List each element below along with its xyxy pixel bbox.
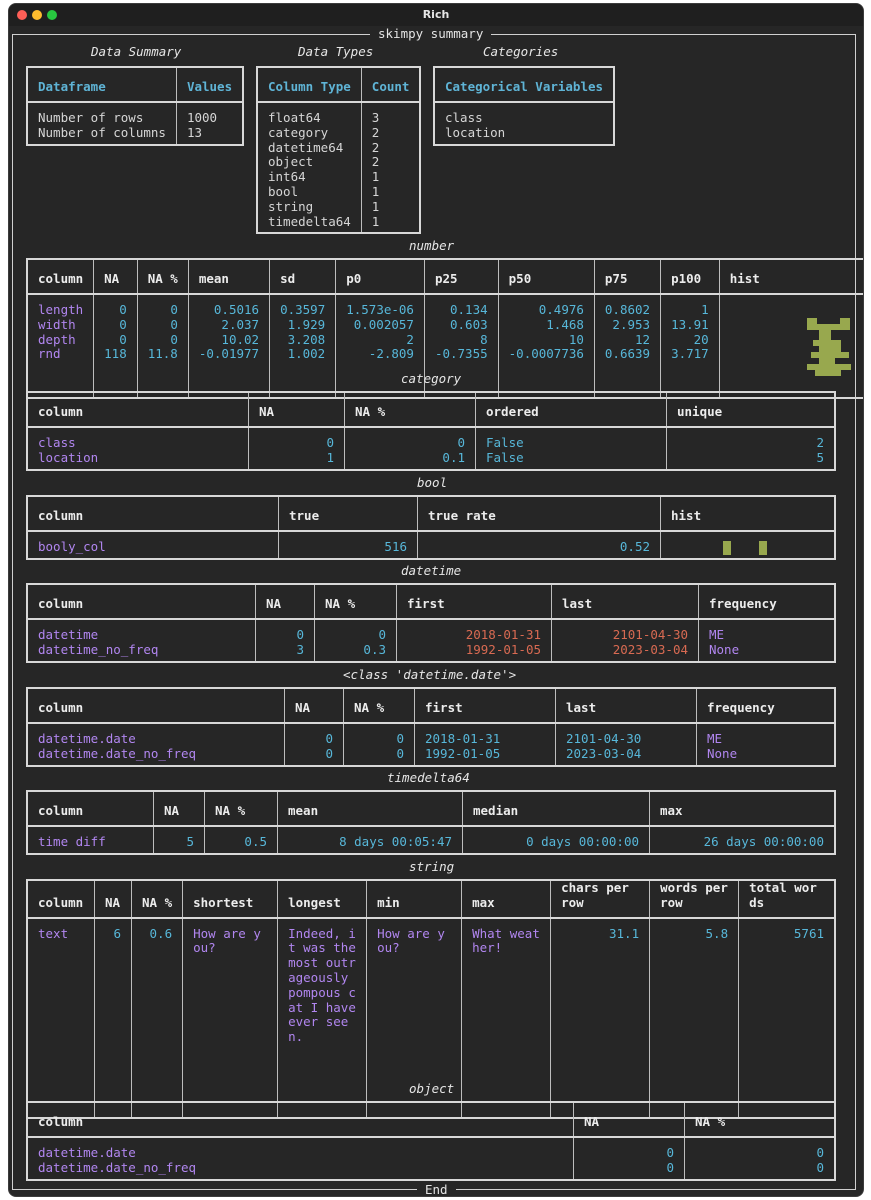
- col-header: last: [556, 688, 697, 723]
- date-table: [26, 687, 836, 767]
- timedelta-caption: timedelta64: [387, 770, 470, 785]
- col-header: NA %: [315, 584, 397, 619]
- col-header: Column Type: [257, 67, 361, 102]
- col-header: NA %: [685, 1102, 836, 1137]
- object-table: [26, 1101, 836, 1181]
- bool-hist: [661, 531, 836, 559]
- col-header: Count: [361, 67, 420, 102]
- col-header: column: [27, 392, 249, 427]
- col-header: true rate: [418, 496, 661, 531]
- category-table: [26, 391, 836, 471]
- col-header: column: [27, 791, 154, 826]
- summary-frame: [12, 26, 856, 1197]
- col-header: NA %: [132, 880, 183, 918]
- col-header: first: [415, 688, 556, 723]
- col-header: NA: [574, 1102, 685, 1137]
- col-header: total words: [739, 880, 835, 918]
- col-header: NA: [249, 392, 345, 427]
- col-header: max: [650, 791, 836, 826]
- col-header: hist: [661, 496, 836, 531]
- table-row: length width depth rnd 0 0 0 118 0 0 0 11.8 0.5016 2.037 10.02 -0.01977 0.3597 1.929 3.208 1.002 1.573e-06 0.002057 2 -2.809 0.134 0.603 8 -0.7355 0.4976 1.468 10 -0.0007736 0.8602 2.953 12 0.6639 1 13.91 20 3.717: [27, 294, 864, 398]
- col-header: min: [367, 880, 462, 918]
- col-header: longest: [278, 880, 367, 918]
- window-title: Rich: [422, 8, 450, 21]
- table-row: class location 0 1 0 0.1 False False 2 5: [27, 427, 835, 470]
- number-caption: number: [409, 238, 455, 253]
- col-header: first: [397, 584, 552, 619]
- string-caption: string: [409, 859, 455, 874]
- col-header: Values: [176, 67, 243, 102]
- col-header: mean: [278, 791, 463, 826]
- histogram-sparkline-icon: [805, 318, 853, 376]
- timedelta-table: [26, 790, 836, 855]
- col-header: column: [27, 496, 279, 531]
- data-types-caption: Data Types: [298, 44, 374, 59]
- col-header: NA: [285, 688, 344, 723]
- col-header: median: [463, 791, 650, 826]
- col-header: NA %: [137, 259, 188, 294]
- title-bar: [9, 4, 863, 26]
- data-summary-table: [26, 66, 244, 146]
- col-header: NA %: [205, 791, 278, 826]
- col-header: p25: [424, 259, 498, 294]
- col-header: NA: [256, 584, 315, 619]
- table-row: class location: [434, 102, 614, 145]
- false-bar-icon: [723, 541, 731, 555]
- col-header: true: [279, 496, 418, 531]
- frame-title: skimpy summary: [370, 27, 491, 41]
- col-header: NA %: [345, 392, 476, 427]
- true-bar-icon: [759, 541, 767, 555]
- col-header: p0: [336, 259, 425, 294]
- table-row: Number of rows Number of columns 1000 13: [27, 102, 243, 145]
- col-header: unique: [667, 392, 836, 427]
- table-row: datetime datetime_no_freq 0 3 0 0.3 2018-01-31 1992-01-05 2101-04-30 2023-03-04 ME None: [27, 619, 835, 662]
- col-header: Dataframe: [27, 67, 176, 102]
- categories-caption: Categories: [483, 44, 559, 59]
- datetime-table: [26, 583, 836, 663]
- col-header: shortest: [183, 880, 278, 918]
- table-row: float64 category datetime64 object int64 bool string timedelta64 3 2 2 2 1 1 1 1: [257, 102, 420, 233]
- object-caption: object: [409, 1081, 455, 1096]
- col-header: column: [27, 259, 94, 294]
- frame-footer: End: [417, 1183, 456, 1197]
- col-header: sd: [270, 259, 336, 294]
- col-header: p75: [594, 259, 660, 294]
- sparkline-hist: [719, 294, 864, 398]
- col-header: column: [27, 688, 285, 723]
- col-header: NA: [154, 791, 205, 826]
- col-header: NA: [94, 259, 138, 294]
- date-caption: <class 'datetime.date'>: [343, 667, 517, 682]
- col-header: Categorical Variables: [434, 67, 614, 102]
- categories-table: [433, 66, 615, 146]
- col-header: frequency: [697, 688, 836, 723]
- table-row: datetime.date datetime.date_no_freq 0 0 0 0: [27, 1137, 835, 1180]
- bool-table: [26, 495, 836, 560]
- col-header: column: [27, 1102, 574, 1137]
- col-header: column: [27, 880, 95, 918]
- datetime-caption: datetime: [401, 563, 462, 578]
- col-header: words per row: [650, 880, 739, 918]
- table-row: booly_col 516 0.52: [27, 531, 835, 559]
- bool-caption: bool: [417, 475, 448, 490]
- col-header: NA %: [344, 688, 415, 723]
- category-caption: category: [401, 371, 462, 386]
- data-types-table: [256, 66, 421, 234]
- table-row: datetime.date datetime.date_no_freq 0 0 0 0 2018-01-31 1992-01-05 2101-04-30 2023-03-04 ME None: [27, 723, 835, 766]
- col-header: p50: [498, 259, 594, 294]
- col-header: ordered: [476, 392, 667, 427]
- col-header: NA: [95, 880, 132, 918]
- col-header: max: [462, 880, 551, 918]
- col-header: frequency: [699, 584, 836, 619]
- table-row: text 6 0.6 How are you? Indeed, it was the most outrageously pompous cat I have ever seen. How are you? What weather! 31.1 5.8 5761: [27, 918, 835, 1118]
- terminal-window: [8, 3, 864, 1197]
- col-header: hist: [719, 259, 864, 294]
- col-header: chars per row: [551, 880, 650, 918]
- table-row: time diff 5 0.5 8 days 00:05:47 0 days 00:00:00 26 days 00:00:00: [27, 826, 835, 854]
- data-summary-caption: Data Summary: [91, 44, 182, 59]
- col-header: column: [27, 584, 256, 619]
- col-header: p100: [661, 259, 720, 294]
- col-header: last: [552, 584, 699, 619]
- col-header: mean: [188, 259, 269, 294]
